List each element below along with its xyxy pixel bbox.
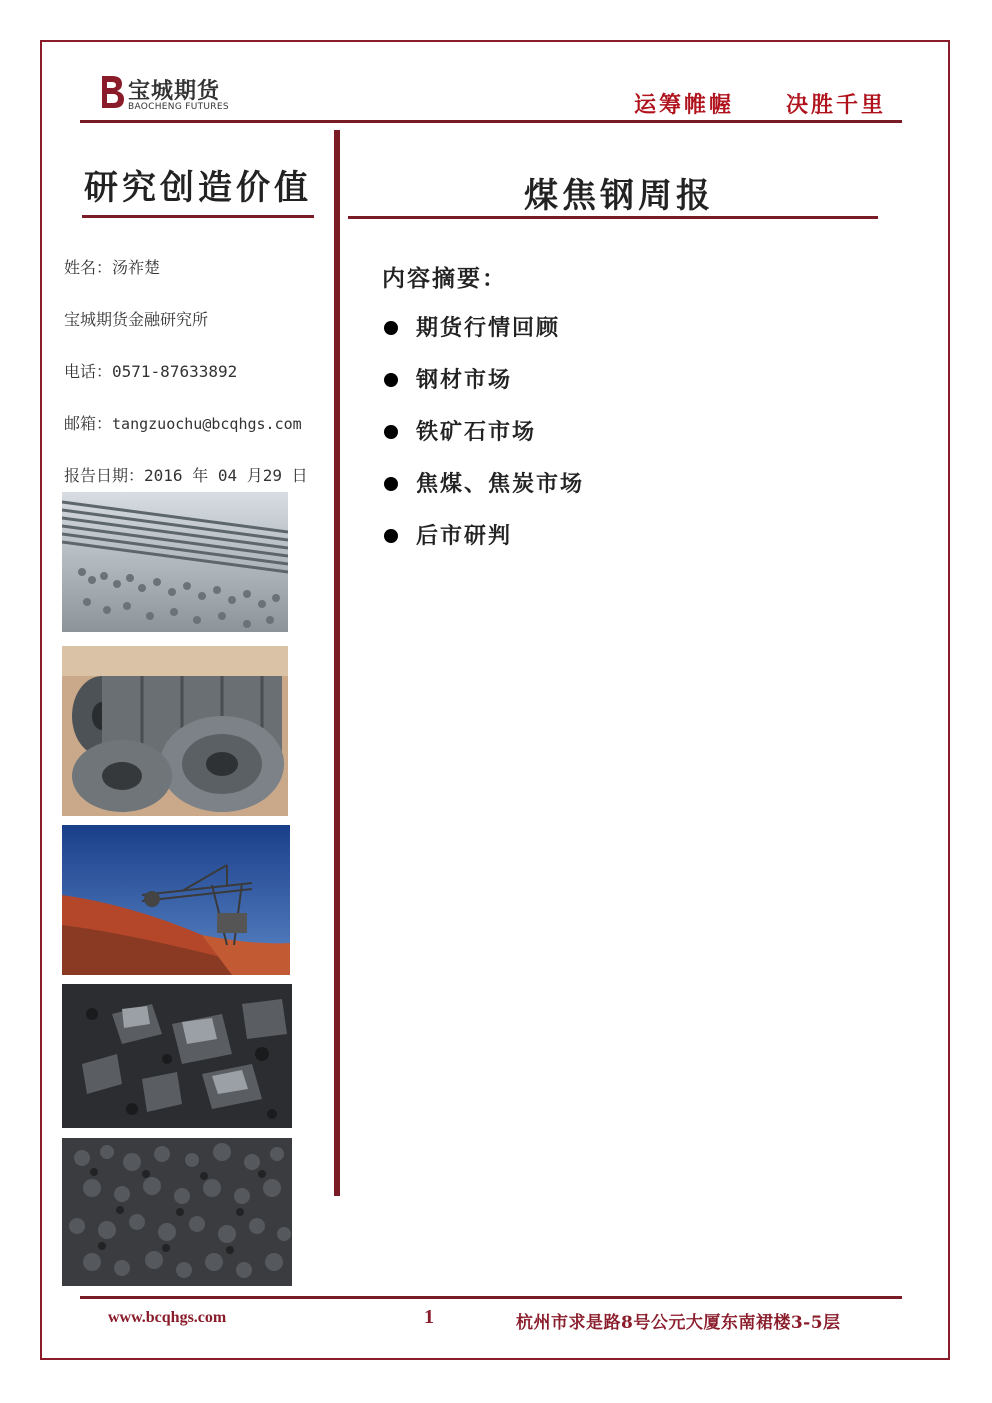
summary-item — [382, 468, 584, 520]
report-title-underline — [348, 216, 878, 219]
footer-website-link[interactable]: www.bcqhgs.com — [108, 1309, 227, 1326]
report-date-year-unit: 年 — [192, 466, 209, 485]
sidebar-title: 研究创造价值 — [84, 168, 312, 208]
report-date-day-unit: 日 — [291, 466, 308, 485]
author-email-label: 邮箱： — [64, 414, 113, 433]
summary-item-text: 钢材市场 — [416, 367, 513, 393]
summary-item — [382, 416, 584, 468]
report-title: 煤焦钢周报 — [524, 176, 714, 216]
footer-address: 杭州市求是路8号公元大厦东南裙楼3-5层 — [516, 1313, 841, 1333]
author-email-line — [64, 411, 302, 434]
report-date-year: 2016 — [144, 466, 183, 485]
slogan-left: 运筹帷幄 — [634, 92, 735, 118]
report-date-label: 报告日期： — [64, 466, 145, 485]
photo-iron-ore-stacker — [62, 825, 290, 975]
report-date-day: 29 — [262, 466, 283, 485]
company-logo — [98, 72, 238, 116]
bullet-dot-icon — [384, 373, 398, 387]
summary-item — [382, 312, 584, 364]
bullet-dot-icon — [384, 529, 398, 543]
column-divider — [334, 130, 340, 1196]
author-name: 汤祚楚 — [112, 258, 161, 277]
bullet-dot-icon — [384, 321, 398, 335]
footer-divider — [80, 1296, 902, 1299]
summary-item — [382, 520, 584, 572]
logo-text-en: BAOCHENG FUTURES — [128, 102, 229, 112]
summary-heading: 内容摘要： — [382, 265, 507, 292]
author-name-line — [64, 255, 160, 278]
author-phone-label: 电话： — [64, 362, 113, 381]
author-name-label: 姓名： — [64, 258, 113, 277]
page-number: 1 — [424, 1306, 434, 1328]
header-divider — [80, 120, 902, 123]
bullet-dot-icon — [384, 425, 398, 439]
author-email: tangzuochu@bcqhgs.com — [112, 415, 302, 433]
author-org-text: 宝城期货金融研究所 — [64, 310, 209, 329]
report-date-month-unit: 月 — [246, 466, 263, 485]
summary-list — [382, 312, 584, 572]
logo-text-cn: 宝城期货 — [128, 79, 221, 104]
photo-coking-coal — [62, 984, 292, 1128]
photo-steel-rebar — [62, 492, 288, 632]
bullet-dot-icon — [384, 477, 398, 491]
author-phone: 0571-87633892 — [112, 362, 238, 381]
photo-steel-coils — [62, 646, 288, 816]
slogan-right: 决胜千里 — [786, 92, 887, 118]
summary-item-text: 期货行情回顾 — [416, 315, 561, 341]
summary-item-text: 铁矿石市场 — [416, 419, 537, 445]
author-org — [64, 307, 208, 330]
author-phone-line — [64, 359, 237, 382]
logo-mark-icon — [98, 74, 126, 110]
summary-item — [382, 364, 584, 416]
summary-item-text: 后市研判 — [416, 523, 513, 549]
sidebar-title-underline — [82, 215, 314, 218]
report-date-month: 04 — [217, 466, 238, 485]
report-date-line — [64, 463, 308, 486]
summary-item-text: 焦煤、焦炭市场 — [416, 471, 585, 497]
photo-coke — [62, 1138, 292, 1286]
